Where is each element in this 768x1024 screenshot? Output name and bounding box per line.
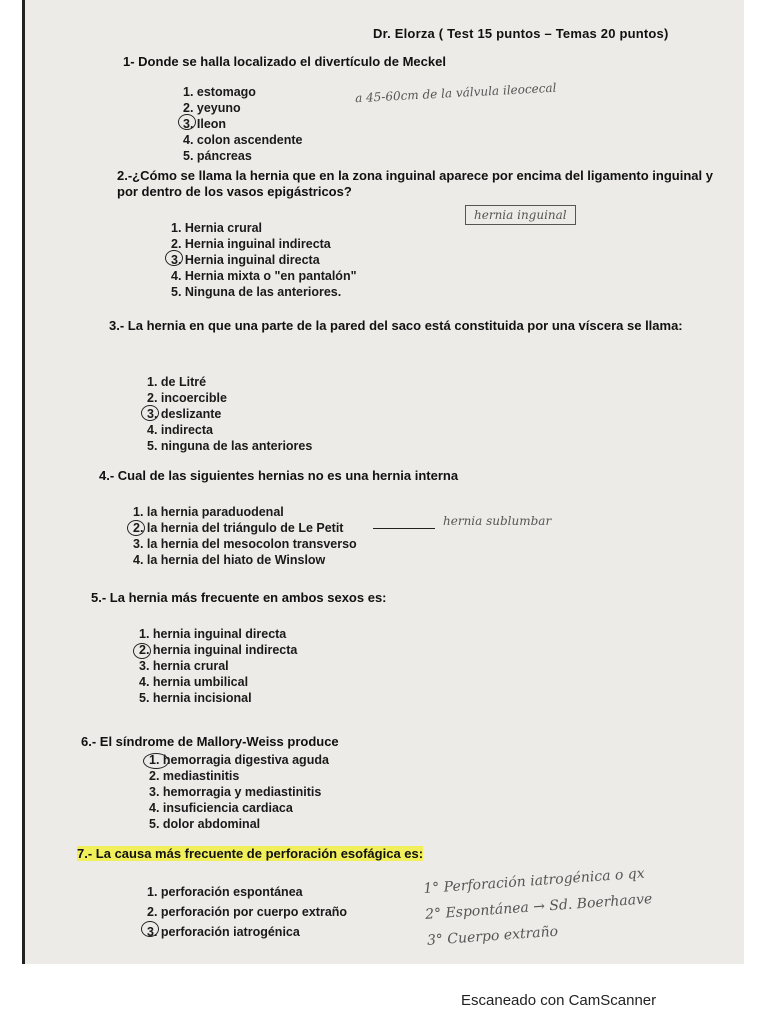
option: 4. la hernia del hiato de Winslow bbox=[133, 553, 326, 567]
option: 1. hemorragia digestiva aguda bbox=[149, 753, 329, 767]
question-2-options bbox=[171, 220, 357, 300]
question-1: 1- Donde se halla localizado el divertículo de Meckel bbox=[123, 54, 446, 69]
option: 1. la hernia paraduodenal bbox=[133, 505, 284, 519]
question-5: 5.- La hernia más frecuente en ambos sexos es: bbox=[91, 590, 387, 605]
question-4-options bbox=[133, 504, 357, 568]
option: 5. hernia incisional bbox=[139, 691, 252, 705]
question-4: 4.- Cual de las siguientes hernias no es una hernia interna bbox=[99, 468, 459, 483]
scanner-watermark: Escaneado con CamScanner bbox=[461, 992, 657, 1009]
option: 1. perforación espontánea bbox=[147, 885, 303, 899]
option: 3. hernia crural bbox=[139, 659, 229, 673]
answer-circle bbox=[178, 114, 196, 130]
option: 2. la hernia del triángulo de Le Petit bbox=[133, 521, 344, 535]
question-7 bbox=[77, 846, 423, 862]
option: 4. insuficiencia cardiaca bbox=[149, 801, 293, 815]
option: 2. hernia inguinal indirecta bbox=[139, 643, 298, 657]
question-1-options bbox=[183, 84, 302, 164]
option: 2. incoercible bbox=[147, 391, 227, 405]
option: 3. deslizante bbox=[147, 407, 222, 421]
handwritten-note: hernia sublumbar bbox=[443, 514, 552, 528]
option: 4. Hernia mixta o "en pantalón" bbox=[171, 269, 357, 283]
question-5-options bbox=[139, 626, 297, 706]
answer-circle bbox=[141, 921, 159, 937]
option: 4. indirecta bbox=[147, 423, 213, 437]
question-3-options bbox=[147, 374, 312, 454]
option: 2. Hernia inguinal indirecta bbox=[171, 237, 331, 251]
question-3: 3.- La hernia en que una parte de la pared del saco está constituida por una víscera se llama: bbox=[109, 318, 683, 333]
handwritten-note: 2° Espontánea → Sd. Boerhaave bbox=[424, 891, 653, 923]
answer-circle bbox=[127, 520, 145, 536]
option: 5. ninguna de las anteriores bbox=[147, 439, 313, 453]
option: 5. Ninguna de las anteriores. bbox=[171, 285, 342, 299]
option: 2. perforación por cuerpo extraño bbox=[147, 905, 348, 919]
option: 1. hernia inguinal directa bbox=[139, 627, 287, 641]
option: 4. colon ascendente bbox=[183, 133, 303, 147]
option: 4. hernia umbilical bbox=[139, 675, 249, 689]
option: 2. yeyuno bbox=[183, 101, 241, 115]
option: 5. páncreas bbox=[183, 149, 252, 163]
handwritten-arrow bbox=[373, 528, 435, 529]
option: 3. perforación iatrogénica bbox=[147, 925, 300, 939]
answer-circle bbox=[133, 643, 151, 659]
question-6: 6.- El síndrome de Mallory-Weiss produce bbox=[81, 734, 339, 749]
handwritten-note: 3° Cuerpo extraño bbox=[426, 923, 559, 949]
option: 1. de Litré bbox=[147, 375, 207, 389]
handwritten-note: 1° Perforación iatrogénica o qx bbox=[422, 865, 646, 897]
option: 3. hemorragia y mediastinitis bbox=[149, 785, 322, 799]
answer-circle bbox=[141, 405, 159, 421]
answer-circle bbox=[143, 753, 169, 769]
scanned-page bbox=[22, 0, 744, 964]
question-7-options bbox=[147, 882, 347, 942]
option: 1. Hernia crural bbox=[171, 221, 263, 235]
option: 3. la hernia del mesocolon transverso bbox=[133, 537, 357, 551]
question-6-options bbox=[149, 752, 329, 832]
answer-circle bbox=[165, 250, 183, 266]
handwritten-notes bbox=[423, 860, 655, 954]
option: 3. Ileon bbox=[183, 117, 227, 131]
highlighted-text: 7.- La causa más frecuente de perforación esofágica es: bbox=[77, 846, 424, 861]
question-2: 2.-¿Cómo se llama la hernia que en la zona inguinal aparece por encima del ligamento inguinal y por dentro de los vasos epigástricos? bbox=[117, 168, 713, 199]
handwritten-note: hernia inguinal bbox=[465, 205, 576, 225]
option: 5. dolor abdominal bbox=[149, 817, 261, 831]
option: 3. Hernia inguinal directa bbox=[171, 253, 320, 267]
option: 2. mediastinitis bbox=[149, 769, 240, 783]
handwritten-note: a 45-60cm de la válvula ileocecal bbox=[354, 80, 557, 106]
option: 1. estomago bbox=[183, 85, 256, 99]
page-header: Dr. Elorza ( Test 15 puntos – Temas 20 puntos) bbox=[373, 26, 669, 41]
